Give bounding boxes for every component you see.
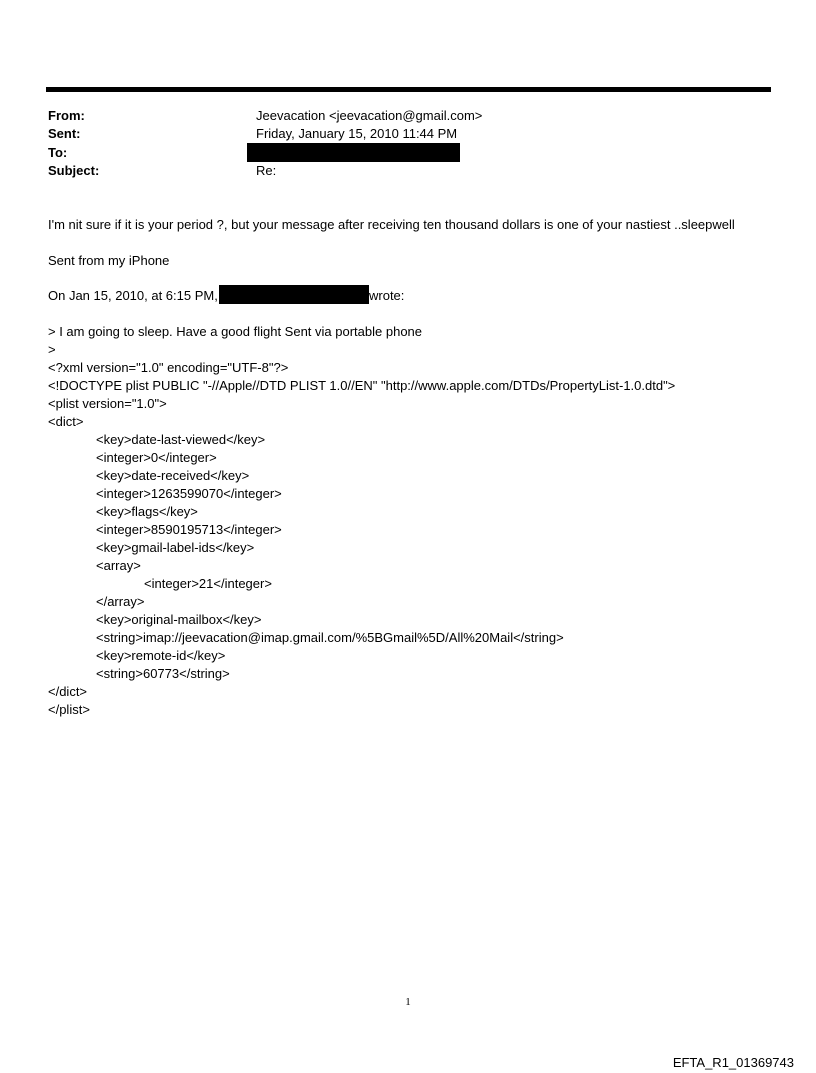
quoted-line: <integer>21</integer>: [144, 576, 272, 591]
quoted-line: <dict>: [48, 414, 84, 429]
header-rule: [46, 87, 771, 92]
quoted-line: <key>remote-id</key>: [96, 648, 226, 663]
quoted-line: <integer>0</integer>: [96, 450, 217, 465]
quoted-line: <integer>1263599070</integer>: [96, 486, 282, 501]
quoted-line: <key>date-received</key>: [96, 468, 250, 483]
quoted-line: <string>60773</string>: [96, 666, 230, 681]
quoted-line: <key>date-last-viewed</key>: [96, 432, 266, 447]
bates-number: EFTA_R1_01369743: [672, 1055, 794, 1070]
from-label: From:: [48, 108, 85, 123]
quoted-line: </dict>: [48, 684, 88, 699]
quoted-line: </array>: [96, 594, 145, 609]
message-text: I'm nit sure if it is your period ?, but your message after receiving ten thousand dollars is one of your nastiest ..sleepwell: [48, 217, 735, 232]
quoted-line: </plist>: [48, 702, 90, 717]
to-redaction: [247, 143, 460, 162]
sent-label: Sent:: [48, 126, 81, 141]
wrote-suffix: wrote:: [369, 288, 405, 303]
page-number: 1: [405, 996, 411, 1008]
quoted-line: <key>gmail-label-ids</key>: [96, 540, 255, 555]
quoted-line: <integer>8590195713</integer>: [96, 522, 282, 537]
sender-redaction: [219, 285, 369, 304]
quoted-line: <?xml version="1.0" encoding="UTF-8"?>: [48, 360, 289, 375]
to-label: To:: [48, 145, 68, 160]
quoted-line: <string>imap://jeevacation@imap.gmail.com/%5BGmail%5D/All%20Mail</string>: [96, 630, 564, 645]
signature: Sent from my iPhone: [48, 253, 170, 268]
quoted-line: <key>flags</key>: [96, 504, 198, 519]
quoted-line: > I am going to sleep. Have a good flight Sent via portable phone: [48, 324, 423, 339]
quoted-line: <key>original-mailbox</key>: [96, 612, 262, 627]
quoted-line: <array>: [96, 558, 141, 573]
subject-value: Re:: [256, 163, 277, 178]
from-value: Jeevacation <jeevacation@gmail.com>: [256, 108, 483, 123]
quoted-line: <!DOCTYPE plist PUBLIC "-//Apple//DTD PLIST 1.0//EN" "http://www.apple.com/DTDs/PropertyList-1.0.dtd">: [48, 378, 676, 393]
subject-label: Subject:: [48, 163, 100, 178]
sent-value: Friday, January 15, 2010 11:44 PM: [256, 126, 458, 141]
quoted-line: <plist version="1.0">: [48, 396, 167, 411]
quoted-line: >: [48, 342, 56, 357]
wrote-prefix: On Jan 15, 2010, at 6:15 PM,: [48, 288, 218, 303]
